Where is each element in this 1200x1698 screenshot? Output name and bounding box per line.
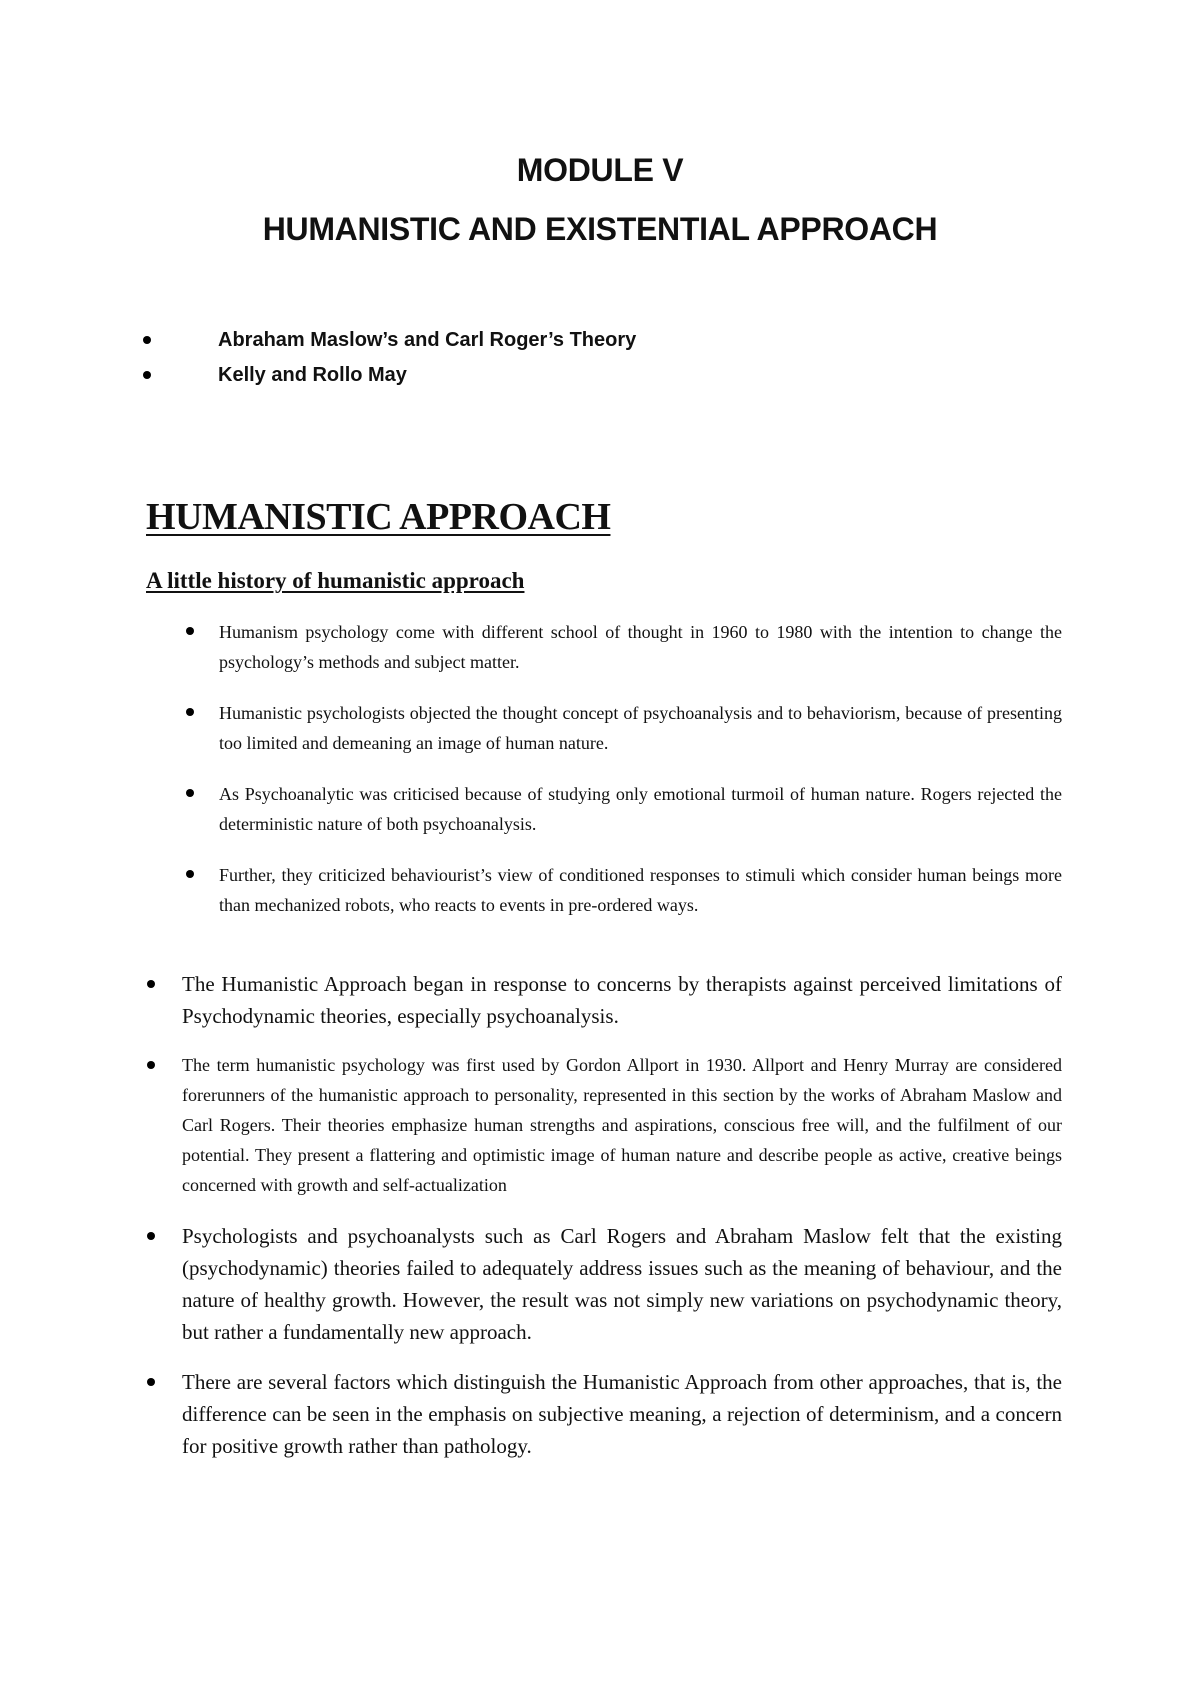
history-text: Humanistic psychologists objected the thought concept of psychoanalysis and to behaviorism, because of presenting too limited and demeaning an image of human nature. bbox=[219, 703, 1062, 753]
history-text: Further, they criticized behaviourist’s view of conditioned responses to stimuli which consider human beings more than mechanized robots, who reacts to events in pre-ordered ways. bbox=[219, 865, 1062, 915]
bullet-icon bbox=[147, 1061, 155, 1069]
history-item bbox=[182, 698, 1062, 758]
topic-list bbox=[140, 327, 636, 397]
main-point-text: Psychologists and psychoanalysts such as Carl Rogers and Abraham Maslow felt that the existing (psychodynamic) theories failed to adequately address issues such as the meaning of behaviour, and the nature of healthy growth. However, the result was not simply new variations on psychodynamic theory, but rather a fundamentally new approach. bbox=[182, 1224, 1062, 1344]
bullet-icon bbox=[186, 870, 194, 878]
history-list bbox=[182, 617, 1062, 941]
bullet-icon bbox=[186, 627, 194, 635]
main-point-item bbox=[144, 968, 1062, 1032]
history-item bbox=[182, 779, 1062, 839]
main-point-item bbox=[144, 1366, 1062, 1462]
bullet-icon bbox=[147, 1378, 155, 1386]
main-point-item bbox=[144, 1220, 1062, 1348]
main-point-list bbox=[144, 968, 1062, 1480]
history-text: As Psychoanalytic was criticised because of studying only emotional turmoil of human nature. Rogers rejected the deterministic nature of both psychoanalysis. bbox=[219, 784, 1062, 834]
topic-item bbox=[140, 327, 636, 362]
history-item bbox=[182, 860, 1062, 920]
bullet-icon bbox=[147, 980, 155, 988]
section-title: HUMANISTIC APPROACH bbox=[146, 496, 611, 538]
topic-text: Abraham Maslow’s and Carl Roger’s Theory bbox=[218, 329, 637, 351]
topic-text: Kelly and Rollo May bbox=[218, 364, 407, 386]
bullet-icon bbox=[143, 336, 151, 344]
main-point-text: The Humanistic Approach began in response to concerns by therapists against perceived limitations of Psychodynamic theories, especially psychoanalysis. bbox=[182, 972, 1062, 1028]
topic-item bbox=[140, 362, 636, 397]
bullet-icon bbox=[186, 708, 194, 716]
module-title: MODULE V bbox=[516, 152, 684, 188]
main-point-item bbox=[144, 1050, 1062, 1200]
main-point-text: There are several factors which distinguish the Humanistic Approach from other approaches, that is, the difference can be seen in the emphasis on subjective meaning, a rejection of determinism, and a concern for positive growth rather than pathology. bbox=[182, 1370, 1062, 1458]
bullet-icon bbox=[186, 789, 194, 797]
history-item bbox=[182, 617, 1062, 677]
main-point-text: The term humanistic psychology was first used by Gordon Allport in 1930. Allport and Henry Murray are considered forerunners of the humanistic approach to personality, represented in this section by the works of Abraham Maslow and Carl Rogers. Their theories emphasize human strengths and aspirations, conscious free will, and the fulfilment of our potential. They present a flattering and optimistic image of human nature and describe people as active, creative beings concerned with growth and self-actualization bbox=[182, 1055, 1062, 1195]
bullet-icon bbox=[143, 371, 151, 379]
module-subtitle: HUMANISTIC AND EXISTENTIAL APPROACH bbox=[262, 211, 938, 247]
section-subtitle: A little history of humanistic approach bbox=[146, 568, 525, 593]
bullet-icon bbox=[147, 1232, 155, 1240]
history-text: Humanism psychology come with different school of thought in 1960 to 1980 with the intention to change the psychology’s methods and subject matter. bbox=[219, 622, 1062, 672]
